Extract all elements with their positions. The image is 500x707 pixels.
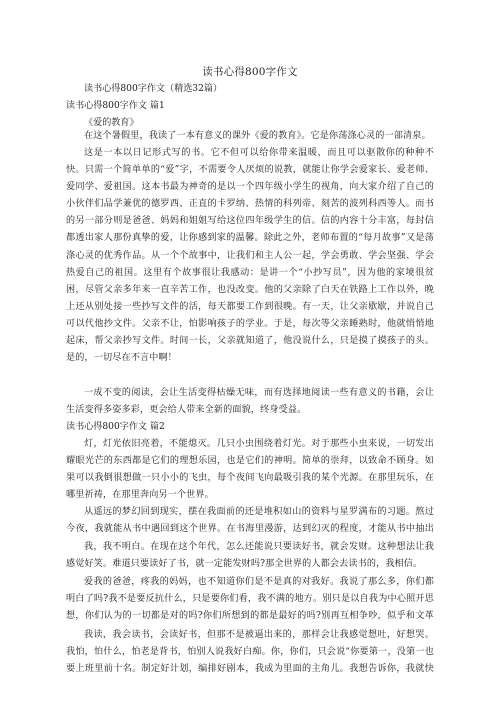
paragraph: 一成不变的阅读，会让生活变得枯燥无味，而有选择地阅读一些有意义的书籍，会让生活变得多姿多彩，更会给人带来全新的面貌，终身受益。: [66, 388, 434, 416]
paragraph: 我，我不明白。在现在这个年代，怎么还能说只要读好书，就会发财。这种想法让我感觉好笑。难道只要读好了书，就一定能发财吗?那全世界的人都会去读书的，我相信。: [66, 542, 434, 570]
paragraph: 灯，灯光依旧亮着，不能熄灭。几只小虫围绕着灯光。对于那些小虫来说，一切发出耀眼光芒的东西都是它们的理想乐园，也是它们的神明。简单的崇拜，以致命不顾身。如果可以我倒很想做一只小小的飞虫，每个夜间飞向最吸引我的某个光源。在那里玩乐，在哪里祈祷，在那里奔向另一个世界。: [66, 439, 434, 501]
paragraph: 我读，我会读书，会读好书，但那不是被逼出来的，那样会让我感觉想吐，好想哭。我怕，怕什么，怕老是背书，怕别人说我好白痴。你，你们，只会说“你要第一，没第一也要上班里前十名。制定好计划，编排好剧本，我成为里面的主角儿。我想告诉你，我就快: [66, 630, 434, 675]
paragraph: 爱我的爸爸，疼我的妈妈，也不知道你们是不是真的对我好。我说了那么多，你们都明白了吗?我不是要反抗什么，只是要你们看，我不满的地方。别只是以自我为中心照开思想，你们认为的一切都是对的吗?你们所想到的都是最好的吗?别再互相争吵，似乎和文革: [66, 577, 434, 622]
section-heading-1: 读书心得800字作文 篇1: [66, 101, 165, 111]
book-title: 《爱的教育》: [84, 118, 139, 128]
paragraph: 在这个暑假里，我读了一本有意义的课外《爱的教育》。它是你荡涤心灵的一部清泉。: [84, 131, 431, 141]
paragraph: 从遥远的梦幻回到现实，摆在我面前的还是堆积如山的资料与星罗满布的习题。熬过今夜，我就能从书中遇回到这个世界。在书海里漫游，达到幻灭的程度，才能从书中抽出: [66, 507, 434, 535]
paragraph: 这是一本以日记形式写的书。它不但可以给你带来温暖，而且可以驱散你的种种不快。只需一个简单单的“爱”字，不需要令人厌烦的说教，就能让你学会爱家长、爱老师、爱同学、爱祖国。这本书最为神奇的是以一个四年级小学生的视角，向大家介绍了自己的小伙伴们品学兼优的德罗西、正直的卡罗纳、热情的科列帝、刻苦的波列科西等人。而书的另一部分则是爸爸、妈妈和姐姐写给这位四年级学生的信。信的内容十分丰富，每封信都透出家人那份真挚的爱，让你感到家的温馨。除此之外，老师布置的“每月故事”又是荡涤心灵的优秀作品。从一个个故事中，让我们和主人公一起，学会勇敢、学会坚强、学会热爱自己的祖国。这里有个故事很让我感动：是讲一个“小抄写员”，因为他的家境很贫困，尽管父亲多年来一直辛苦工作，也没改变。他的父亲除了白天在铁路上工作以外，晚上还从别处接一些抄写文件的活，每天都要工作到很晚。有一天，让父亲歇歇，并说自己可以代他抄文件。父亲不让，怕影响孩子的学业。于是，每次等父亲睡熟时，他就悄悄地起床，帮父亲抄写文件。时间一长，父亲就知道了，他没说什么，只是摸了摸孩子的头。是的，一切尽在不言中啊！: [66, 148, 434, 364]
section-heading-2: 读书心得800字作文 篇2: [66, 422, 165, 432]
document-subtitle: 读书心得800字作文（精选32篇）: [84, 84, 223, 94]
document-title: 读书心得800字作文: [202, 66, 298, 78]
